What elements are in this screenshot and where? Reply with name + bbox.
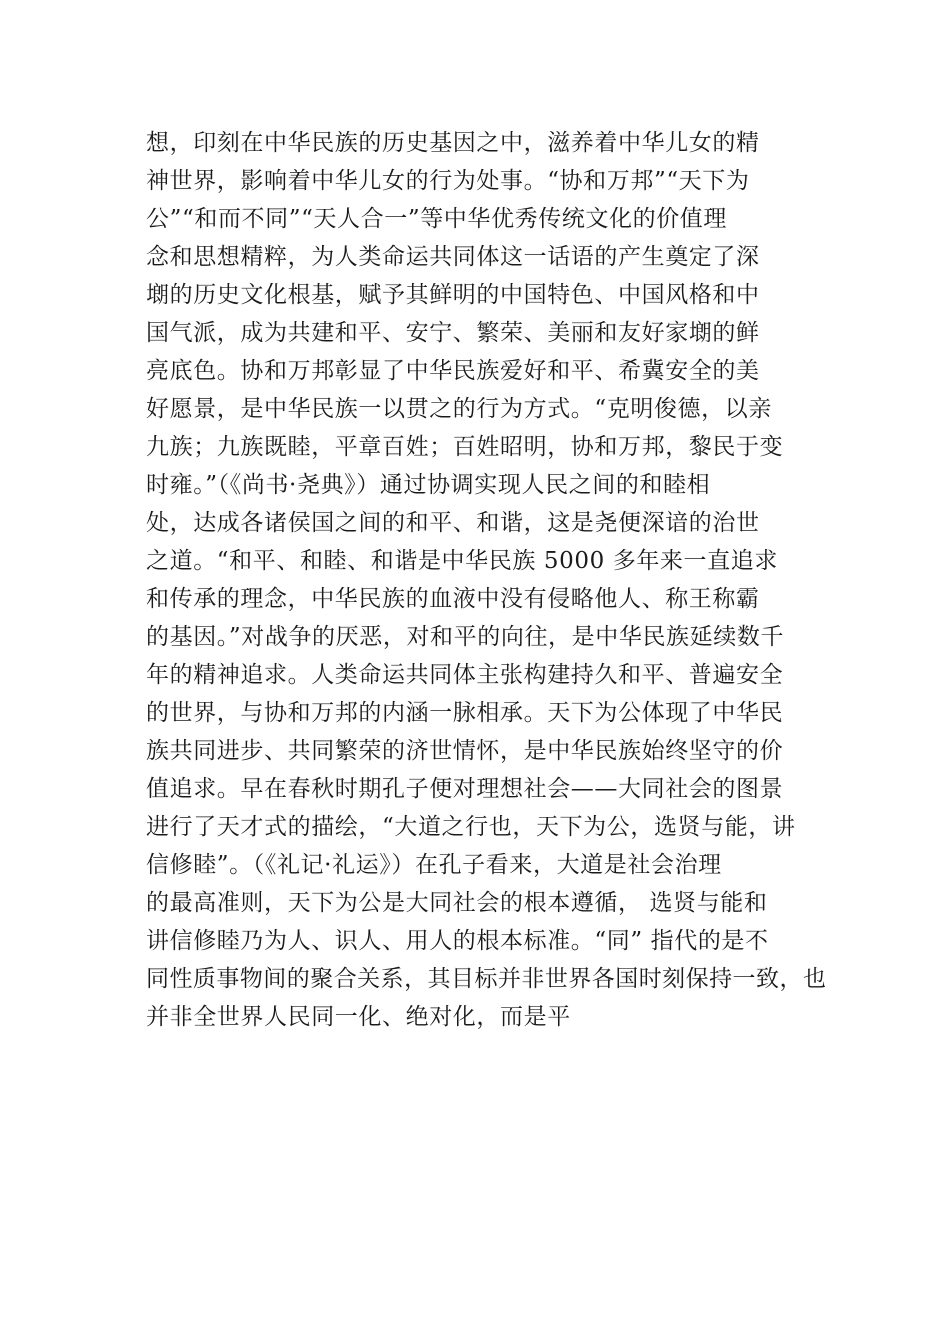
- text-line: 并非全世界人民同一化、绝对化，而是平: [146, 1004, 571, 1030]
- text-line: 的世界，与协和万邦的内涵一脉相承。天下为公体现了中华民: [146, 700, 784, 726]
- text-line: 进行了天才式的描绘，“大道之行也，天下为公，选贤与能，讲: [146, 814, 796, 840]
- body-text: [146, 124, 826, 1036]
- text-line: 同性质事物间的聚合关系，其目标并非世界各国时刻保持一致，也: [146, 966, 827, 992]
- text-line: 公”“和而不同”“天人合一”等中华优秀传统文化的价值理: [146, 206, 727, 232]
- text-line: 的最高准则，天下为公是大同社会的根本遵循， 选贤与能和: [146, 890, 768, 916]
- text-line: 处，达成各诸侯国之间的和平、和谐，这是尧便深谙的治世: [146, 510, 760, 536]
- text-line: 亮底色。协和万邦彰显了中华民族爱好和平、希冀安全的美: [146, 358, 760, 384]
- text-line: 国气派，成为共建和平、安宁、繁荣、美丽和友好家㙟的鲜: [146, 320, 760, 346]
- text-line: 好愿景，是中华民族一以贯之的行为方式。“克明俊德，以亲: [146, 396, 772, 422]
- text-line: 族共同进步、共同繁荣的济世情怀，是中华民族始终坚守的价: [146, 738, 784, 764]
- text-line: 讲信修睦乃为人、识人、用人的根本标准。“同” 指代的是不: [146, 928, 769, 954]
- text-line: 年的精神追求。人类命运共同体主张构建持久和平、普遍安全: [146, 662, 784, 688]
- text-line: 时雍。”（《尚书·尧典》）通过协调实现人民之间的和睦相: [146, 472, 711, 498]
- text-line: 信修睦”。（《礼记·礼运》）在孔子看来，大道是社会治理: [146, 852, 722, 878]
- text-line: 念和思想精粹，为人类命运共同体这一话语的产生奠定了深: [146, 244, 760, 270]
- text-line: 的基因。”对战争的厌恶，对和平的向往，是中华民族延续数千: [146, 624, 785, 650]
- text-line: 㙟的历史文化根基，赋予其鲜明的中国特色、中国风格和中: [146, 282, 760, 308]
- text-line: 九族；九族既睦，平章百姓；百姓昭明，协和万邦，黎民于变: [146, 434, 784, 460]
- text-line: 想，印刻在中华民族的历史基因之中，滋养着中华儿女的精: [146, 130, 760, 156]
- text-line: 和传承的理念，中华民族的血液中没有侵略他人、称王称霸: [146, 586, 760, 612]
- text-line: 之道。“和平、和睦、和谐是中华民族 5000 多年来一直追求: [146, 548, 778, 574]
- text-line: 值追求。早在春秋时期孔子便对理想社会——大同社会的图景: [146, 776, 784, 802]
- text-line: 神世界，影响着中华儿女的行为处事。“协和万邦”“天下为: [146, 168, 750, 194]
